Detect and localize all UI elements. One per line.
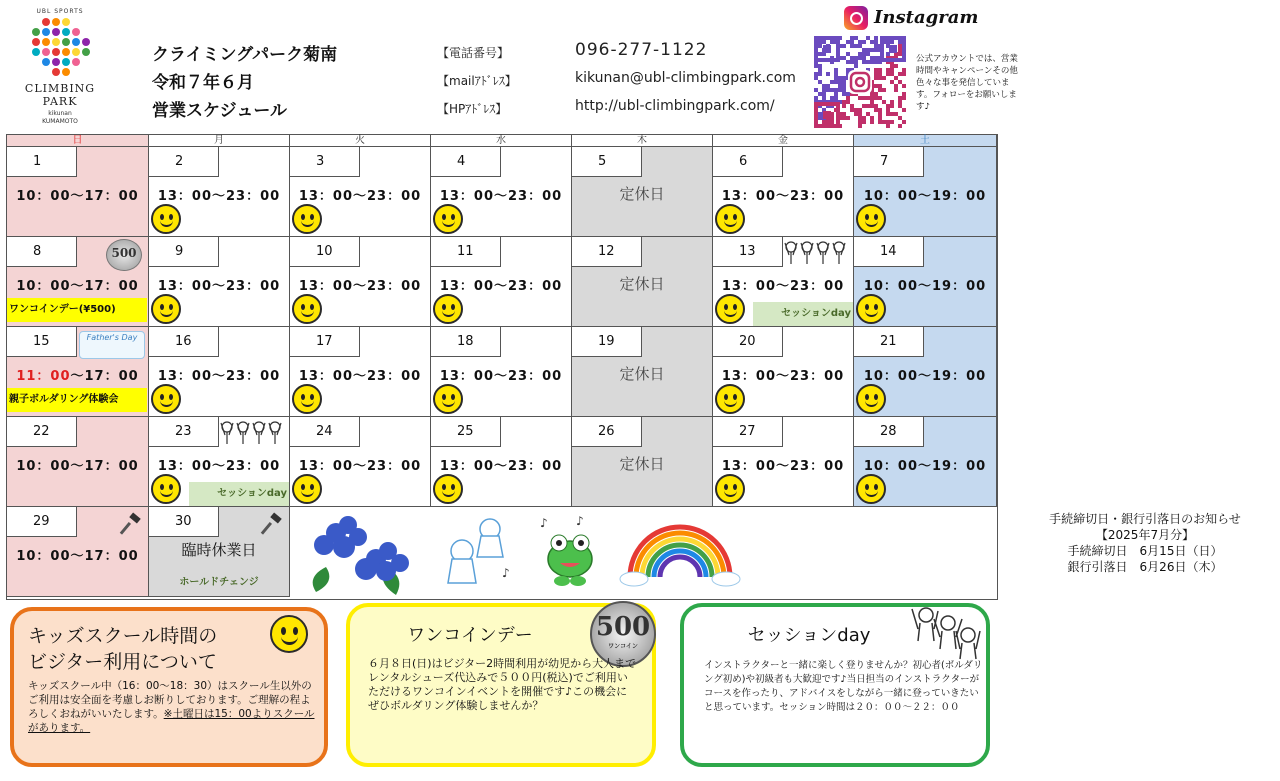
kids-body-note: ※土曜日は15：00よりスクールがあります。 (28, 708, 315, 734)
svg-text:♪: ♪ (576, 514, 584, 528)
day-number: 27 (713, 417, 783, 447)
day-cell (149, 507, 290, 597)
instagram-icon (844, 6, 868, 30)
month-title: 令和７年６月 (152, 73, 254, 93)
mail-address[interactable]: kikunan@ubl-climbingpark.com (575, 70, 796, 86)
smile-icon (715, 384, 745, 414)
coin-value: 500 (595, 612, 651, 642)
instagram-qr-code[interactable] (814, 36, 906, 128)
day-cell (713, 327, 854, 417)
open-hours: 10：00～19：00 (863, 279, 987, 294)
session-tag: セッションday (753, 302, 853, 326)
gym-name: クライミングパーク菊南 (152, 45, 338, 65)
day-number: 2 (149, 147, 219, 177)
weekday-header: 月 (149, 135, 290, 147)
open-hours: 13：00～23：00 (298, 279, 422, 294)
open-hours: 13：00～23：00 (157, 459, 281, 474)
instagram-word: Instagram (874, 7, 979, 28)
day-cell (713, 147, 854, 237)
logo-dots-icon (28, 14, 92, 78)
logo-line1: CLIMBING (24, 82, 96, 95)
open-hours: 13：00～23：00 (298, 459, 422, 474)
day-number: 1 (7, 147, 77, 177)
day-cell (431, 147, 572, 237)
day-number: 25 (431, 417, 501, 447)
day-number: 10 (290, 237, 360, 267)
day-cell (290, 327, 431, 417)
fathers-day-badge: Father's Day (79, 331, 145, 359)
day-cell (572, 327, 713, 417)
event-tag: 親子ボルダリング体験会 (7, 388, 147, 412)
smile-icon (856, 204, 886, 234)
day-number: 14 (854, 237, 924, 267)
illustration-area (290, 507, 1241, 597)
instagram-note: 公式アカウントでは、営業時間やキャンペーンその他色々な事を発信しています。フォローをお願いします♪ (916, 54, 1018, 112)
day-number: 17 (290, 327, 360, 357)
hammer-icon (261, 513, 283, 535)
notice-month: 【2025年7月分】 (1095, 528, 1195, 542)
open-hours-start: 11：00 (16, 369, 71, 384)
day-cell (431, 237, 572, 327)
weekday-header: 日 (7, 135, 149, 147)
day-number: 21 (854, 327, 924, 357)
weekday-header: 火 (290, 135, 431, 147)
session-tag: セッションday (189, 482, 289, 506)
open-hours: 13：00～23：00 (298, 189, 422, 204)
schedule-title: 営業スケジュール (152, 101, 287, 121)
kids-body (28, 679, 318, 735)
open-hours: 10：00～19：00 (863, 369, 987, 384)
day-number: 28 (854, 417, 924, 447)
weekday-header: 木 (572, 135, 713, 147)
smile-icon (151, 474, 181, 504)
open-hours: 10：00～19：00 (863, 459, 987, 474)
session-title: セッションday (747, 625, 871, 646)
day-cell (7, 327, 149, 417)
day-number: 20 (713, 327, 783, 357)
logo-sub1: kikunan (48, 110, 72, 117)
logo-name (20, 82, 100, 108)
day-cell (854, 327, 997, 417)
smile-icon (856, 294, 886, 324)
hp-url[interactable]: http://ubl-climbingpark.com/ (575, 98, 775, 114)
smile-icon (433, 474, 463, 504)
day-cell (572, 237, 713, 327)
day-number: 26 (572, 417, 642, 447)
day-cell (149, 417, 290, 507)
logo-sub2: KUMAMOTO (42, 118, 78, 125)
session-body: インストラクターと一緒に楽しく登りませんか？初心者(ボルダリング初め)や初級者も大歓迎です♪当日担当のインストラクターがコースを作ったり、アドバイスをしながら一緒に登っていきたいと思っています。セッション時間は２０：００～２２：００ (704, 660, 983, 713)
day-number: 13 (713, 237, 783, 267)
event-tag: ワンコインデー(¥500) (7, 298, 147, 322)
open-hours: 10：00～17：00 (16, 459, 139, 474)
day-number: 5 (572, 147, 642, 177)
day-number: 22 (7, 417, 77, 447)
logo-top-text: UBL SPORTS (36, 8, 84, 15)
day-number: 15 (7, 327, 77, 357)
day-number: 3 (290, 147, 360, 177)
one-coin-day-box (346, 603, 656, 767)
smile-icon (292, 204, 322, 234)
day-cell (149, 237, 290, 327)
day-cell (854, 237, 997, 327)
closed-label: 定休日 (619, 275, 665, 293)
day-number: 4 (431, 147, 501, 177)
smile-icon (433, 384, 463, 414)
cheering-people-icon (781, 239, 851, 265)
day-cell (572, 147, 713, 237)
phone-label: 【電話番号】 (437, 46, 510, 60)
kids-body-text: キッズスクール中（16：00～18：30）はスクール生以外のご利用は安全面を考慮しお断りしております。ご理解の程よろしくおねがいいたします。 (28, 680, 312, 720)
day-number: 16 (149, 327, 219, 357)
logo-line2: PARK (42, 95, 78, 108)
day-cell (7, 507, 149, 597)
cheering-people-icon (912, 601, 982, 661)
day-number: 29 (7, 507, 77, 537)
day-number: 24 (290, 417, 360, 447)
open-hours-rest: ～17：00 (70, 369, 139, 384)
open-hours: 10：00～19：00 (863, 189, 987, 204)
day-number: 6 (713, 147, 783, 177)
day-number: 30 (149, 507, 219, 537)
rainbow-icon (620, 517, 740, 587)
smile-icon (151, 294, 181, 324)
notice-title: 手続締切日・銀行引落日のお知らせ (1049, 512, 1241, 526)
cheering-people-icon (217, 419, 287, 445)
hold-change-label: ホールドチェンジ (179, 577, 259, 588)
day-cell (290, 417, 431, 507)
open-hours: 13：00～23：00 (721, 369, 845, 384)
day-number: 19 (572, 327, 642, 357)
mail-label: 【mailｱﾄﾞﾚｽ】 (437, 74, 517, 88)
day-cell (7, 147, 149, 237)
open-hours: 13：00～23：00 (157, 189, 281, 204)
day-cell (431, 327, 572, 417)
open-hours: 13：00～23：00 (721, 459, 845, 474)
open-hours: 13：00～23：00 (721, 189, 845, 204)
open-hours: 13：00～23：00 (439, 189, 563, 204)
smile-icon (270, 615, 308, 653)
smile-icon (292, 294, 322, 324)
day-number: 12 (572, 237, 642, 267)
day-cell (7, 417, 149, 507)
day-number: 8 (7, 237, 77, 267)
smile-icon (151, 384, 181, 414)
day-number: 9 (149, 237, 219, 267)
day-cell (713, 417, 854, 507)
open-hours: 13：00～23：00 (157, 279, 281, 294)
closed-label: 定休日 (619, 365, 665, 383)
open-hours: 10：00～17：00 (16, 279, 139, 294)
day-number: 18 (431, 327, 501, 357)
kids-title (28, 623, 217, 675)
svg-text:♪: ♪ (502, 566, 510, 580)
smile-icon (715, 474, 745, 504)
kids-school-box (10, 607, 328, 767)
smile-icon (151, 204, 181, 234)
closed-label: 定休日 (619, 455, 665, 473)
day-number: 23 (149, 417, 219, 447)
hammer-icon (120, 513, 142, 535)
day-cell (431, 417, 572, 507)
smile-icon (715, 294, 745, 324)
day-cell (713, 237, 854, 327)
open-hours: 13：00～23：00 (298, 369, 422, 384)
logo (20, 8, 100, 126)
open-hours: 10：00～17：00 (16, 189, 139, 204)
logo-sub (20, 110, 100, 126)
day-cell (854, 147, 997, 237)
smile-icon (292, 474, 322, 504)
coin-sub: ワンコイン (608, 643, 638, 650)
one-coin-body: ６月８日(日)はビジター2時間利用が幼児から大人までレンタルシューズ代込みで５００円(税込)でご利用いただけるワンコインイベントを開催です♪この機会にぜひボルダリング体験しませんか？ (368, 657, 637, 712)
hydrangea-icon (296, 507, 426, 597)
day-cell (854, 417, 997, 507)
open-hours: 13：00～23：00 (439, 279, 563, 294)
day-cell (572, 417, 713, 507)
smile-icon (433, 204, 463, 234)
session-day-box (680, 603, 990, 767)
notice-deadline: 手続締切日 6月15日（日） (1067, 544, 1223, 558)
one-coin-title: ワンコインデー (407, 625, 533, 646)
hp-label: 【HPｱﾄﾞﾚｽ】 (437, 102, 508, 116)
smile-icon (715, 204, 745, 234)
temporary-closed-label: 臨時休業日 (181, 541, 257, 559)
open-hours: 10：00～17：00 (16, 549, 139, 564)
open-hours: 13：00～23：00 (721, 279, 845, 294)
closed-label: 定休日 (619, 185, 665, 203)
payment-notice (1010, 511, 1280, 575)
open-hours (7, 365, 148, 384)
day-cell (290, 237, 431, 327)
kids-title-line1: キッズスクール時間の (28, 625, 218, 647)
day-number: 11 (431, 237, 501, 267)
day-cell (149, 327, 290, 417)
day-cell (7, 237, 149, 327)
day-cell (149, 147, 290, 237)
smile-icon (856, 474, 886, 504)
weekday-header: 水 (431, 135, 572, 147)
coin-500-icon: 500 (106, 239, 142, 271)
day-number: 7 (854, 147, 924, 177)
notice-debit-date: 銀行引落日 6月26日（木） (1067, 560, 1223, 574)
open-hours: 13：00～23：00 (439, 459, 563, 474)
open-hours: 13：00～23：00 (439, 369, 563, 384)
phone-number[interactable]: 096-277-1122 (575, 40, 708, 60)
weekday-header: 金 (713, 135, 854, 147)
smile-icon (433, 294, 463, 324)
frog-icon (540, 515, 600, 591)
kids-title-line2: ビジター利用について (28, 651, 217, 673)
day-cell (290, 147, 431, 237)
teru-teru-bozu-icon (440, 513, 516, 591)
smile-icon (292, 384, 322, 414)
schedule-calendar (6, 134, 1241, 600)
smile-icon (856, 384, 886, 414)
open-hours: 13：00～23：00 (157, 369, 281, 384)
weekday-header: 土 (854, 135, 997, 147)
svg-text:♪: ♪ (540, 516, 548, 530)
instagram-header[interactable] (844, 6, 1014, 32)
